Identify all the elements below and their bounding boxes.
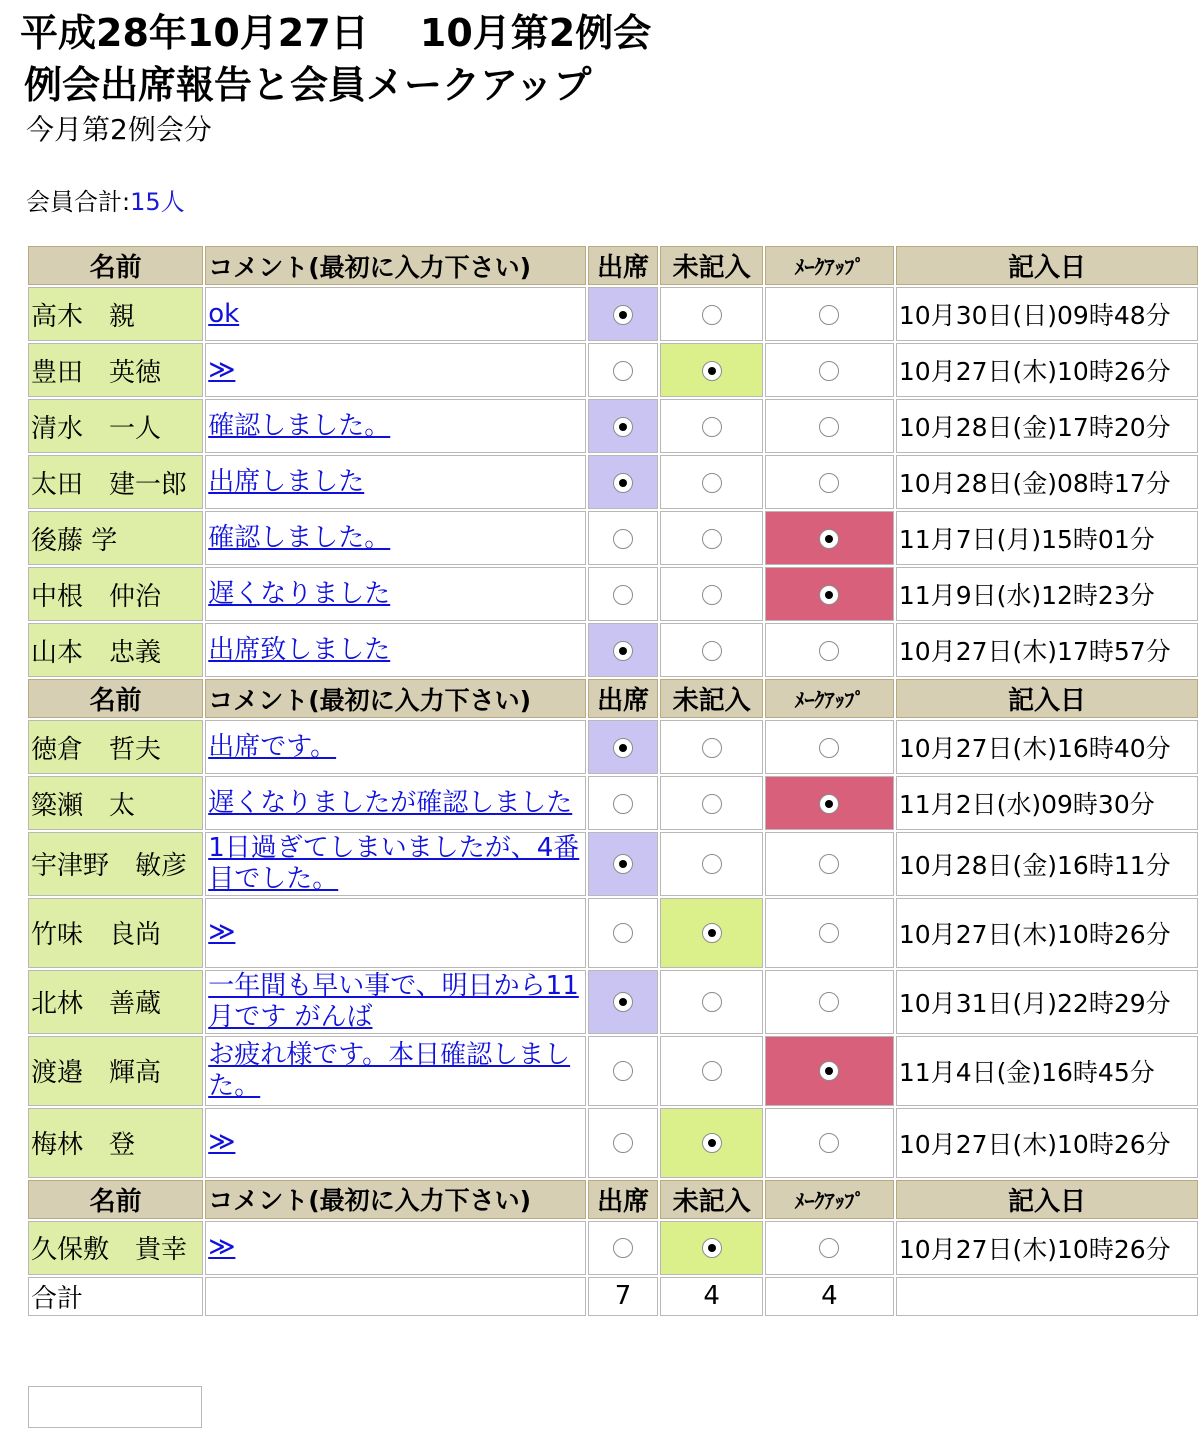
makeup-radio[interactable] xyxy=(819,738,839,758)
member-name: 竹味 良尚 xyxy=(28,898,203,968)
unfilled-radio[interactable] xyxy=(702,992,722,1012)
attend-radio[interactable] xyxy=(613,794,633,814)
table-row xyxy=(28,399,1198,453)
entry-date: 10月28日(金)17時20分 xyxy=(896,399,1198,453)
makeup-radio-cell xyxy=(765,898,894,968)
unfilled-radio[interactable] xyxy=(702,529,722,549)
member-name: 豊田 英徳 xyxy=(28,343,203,397)
table-row xyxy=(28,970,1198,1034)
totals-date-empty xyxy=(896,1277,1198,1316)
comment-cell xyxy=(205,511,586,565)
member-name: 清水 一人 xyxy=(28,399,203,453)
entry-date: 10月28日(金)08時17分 xyxy=(896,455,1198,509)
column-header-name: 名前 xyxy=(28,1180,203,1219)
comment-cell xyxy=(205,898,586,968)
attendance-table-body xyxy=(28,246,1198,1316)
entry-date: 11月9日(水)12時23分 xyxy=(896,567,1198,621)
member-total xyxy=(26,190,185,214)
makeup-radio[interactable] xyxy=(819,992,839,1012)
table-row xyxy=(28,1108,1198,1178)
entry-date: 10月30日(日)09時48分 xyxy=(896,287,1198,341)
column-header-attend: 出席 xyxy=(588,679,658,718)
member-name: 高木 親 xyxy=(28,287,203,341)
comment-cell xyxy=(205,567,586,621)
comment-link[interactable]: 確認しました。 xyxy=(208,410,391,441)
attend-radio-cell xyxy=(588,776,658,830)
header-row xyxy=(28,246,1198,285)
member-name: 北林 善蔵 xyxy=(28,970,203,1034)
comment-link[interactable]: ≫ xyxy=(208,1127,236,1158)
makeup-radio-cell xyxy=(765,1108,894,1178)
member-total-label: 会員合計: xyxy=(26,188,131,216)
table-row xyxy=(28,343,1198,397)
attend-radio[interactable] xyxy=(613,854,633,874)
comment-cell xyxy=(205,1108,586,1178)
comment-cell xyxy=(205,343,586,397)
entry-date: 10月27日(木)17時57分 xyxy=(896,623,1198,677)
makeup-radio-cell xyxy=(765,832,894,896)
column-header-date: 記入日 xyxy=(896,246,1198,285)
column-header-date: 記入日 xyxy=(896,679,1198,718)
unfilled-radio[interactable] xyxy=(702,738,722,758)
entry-date: 10月27日(木)16時40分 xyxy=(896,720,1198,774)
table-row xyxy=(28,623,1198,677)
table-row xyxy=(28,898,1198,968)
makeup-radio[interactable] xyxy=(819,1133,839,1153)
comment-link[interactable]: お疲れ様です。本日確認しました。 xyxy=(208,1039,571,1101)
table-row xyxy=(28,455,1198,509)
attend-radio-cell xyxy=(588,455,658,509)
unfilled-radio-cell xyxy=(660,776,763,830)
total-makeup: 4 xyxy=(765,1277,894,1316)
footer-input-box[interactable] xyxy=(28,1386,202,1428)
comment-cell xyxy=(205,970,586,1034)
makeup-radio-cell xyxy=(765,776,894,830)
totals-comment-empty xyxy=(205,1277,586,1316)
comment-link[interactable]: ok xyxy=(208,298,240,329)
table-row xyxy=(28,1036,1198,1106)
unfilled-radio-cell xyxy=(660,720,763,774)
makeup-radio-cell xyxy=(765,970,894,1034)
column-header-none: 未記入 xyxy=(660,246,763,285)
table-row xyxy=(28,567,1198,621)
attend-radio-cell xyxy=(588,623,658,677)
unfilled-radio[interactable] xyxy=(702,1061,722,1081)
unfilled-radio-cell xyxy=(660,623,763,677)
unfilled-radio[interactable] xyxy=(702,641,722,661)
attend-radio[interactable] xyxy=(613,585,633,605)
makeup-radio[interactable] xyxy=(819,1238,839,1258)
member-name: 太田 建一郎 xyxy=(28,455,203,509)
table-row xyxy=(28,776,1198,830)
comment-link[interactable]: 遅くなりましたが確認しました xyxy=(208,787,573,818)
attend-radio[interactable] xyxy=(613,923,633,943)
member-name: 山本 忠義 xyxy=(28,623,203,677)
unfilled-radio-cell xyxy=(660,1036,763,1106)
attend-radio[interactable] xyxy=(613,1133,633,1153)
makeup-radio[interactable] xyxy=(819,473,839,493)
column-header-name: 名前 xyxy=(28,246,203,285)
makeup-radio[interactable] xyxy=(819,794,839,814)
column-header-comment: コメント(最初に入力下さい) xyxy=(205,679,586,718)
attend-radio[interactable] xyxy=(613,1061,633,1081)
makeup-radio[interactable] xyxy=(819,417,839,437)
unfilled-radio-cell xyxy=(660,1108,763,1178)
table-row xyxy=(28,1221,1198,1275)
attend-radio[interactable] xyxy=(613,992,633,1012)
column-header-comment: コメント(最初に入力下さい) xyxy=(205,1180,586,1219)
table-row xyxy=(28,720,1198,774)
comment-link[interactable]: 確認しました。 xyxy=(208,522,391,553)
comment-link[interactable]: 遅くなりました xyxy=(208,578,391,609)
unfilled-radio[interactable] xyxy=(702,1238,722,1258)
total-attend: 7 xyxy=(588,1277,658,1316)
makeup-radio-cell xyxy=(765,567,894,621)
attend-radio-cell xyxy=(588,898,658,968)
makeup-radio-cell xyxy=(765,623,894,677)
member-name: 渡邉 輝高 xyxy=(28,1036,203,1106)
comment-link[interactable]: 1日過ぎてしまいましたが、4番目でした。 xyxy=(208,833,580,894)
page-subtitle: 今月第2例会分 xyxy=(26,113,212,146)
attend-radio[interactable] xyxy=(613,641,633,661)
unfilled-radio[interactable] xyxy=(702,305,722,325)
column-header-none: 未記入 xyxy=(660,679,763,718)
entry-date: 10月27日(木)10時26分 xyxy=(896,1221,1198,1275)
member-name: 久保敷 貴幸 xyxy=(28,1221,203,1275)
makeup-radio[interactable] xyxy=(819,361,839,381)
comment-cell xyxy=(205,1036,586,1106)
attend-radio-cell xyxy=(588,343,658,397)
unfilled-radio-cell xyxy=(660,898,763,968)
unfilled-radio-cell xyxy=(660,511,763,565)
comment-cell xyxy=(205,776,586,830)
column-header-makeup: ﾒｰｸｱｯﾌﾟ xyxy=(765,679,894,718)
attend-radio-cell xyxy=(588,832,658,896)
unfilled-radio[interactable] xyxy=(702,473,722,493)
attendance-table xyxy=(26,244,1200,1318)
makeup-radio-cell xyxy=(765,1221,894,1275)
member-name: 中根 仲治 xyxy=(28,567,203,621)
attend-radio[interactable] xyxy=(613,361,633,381)
unfilled-radio[interactable] xyxy=(702,361,722,381)
comment-cell xyxy=(205,1221,586,1275)
attend-radio-cell xyxy=(588,287,658,341)
attend-radio[interactable] xyxy=(613,1238,633,1258)
unfilled-radio-cell xyxy=(660,399,763,453)
unfilled-radio-cell xyxy=(660,287,763,341)
table-row xyxy=(28,287,1198,341)
entry-date: 11月2日(水)09時30分 xyxy=(896,776,1198,830)
member-name: 宇津野 敏彦 xyxy=(28,832,203,896)
totals-row xyxy=(28,1277,1198,1316)
attend-radio[interactable] xyxy=(613,417,633,437)
makeup-radio[interactable] xyxy=(819,854,839,874)
member-name: 徳倉 哲夫 xyxy=(28,720,203,774)
header-row xyxy=(28,1180,1198,1219)
totals-label: 合計 xyxy=(28,1277,203,1316)
unfilled-radio[interactable] xyxy=(702,854,722,874)
column-header-attend: 出席 xyxy=(588,1180,658,1219)
page-heading: 例会出席報告と会員メークアップ xyxy=(24,63,592,107)
attend-radio-cell xyxy=(588,1036,658,1106)
comment-link[interactable]: 出席です。 xyxy=(208,731,337,762)
entry-date: 11月7日(月)15時01分 xyxy=(896,511,1198,565)
makeup-radio[interactable] xyxy=(819,641,839,661)
entry-date: 10月27日(木)10時26分 xyxy=(896,898,1198,968)
column-header-makeup: ﾒｰｸｱｯﾌﾟ xyxy=(765,1180,894,1219)
makeup-radio[interactable] xyxy=(819,1061,839,1081)
member-name: 梅林 登 xyxy=(28,1108,203,1178)
unfilled-radio[interactable] xyxy=(702,794,722,814)
attend-radio-cell xyxy=(588,567,658,621)
unfilled-radio[interactable] xyxy=(702,1133,722,1153)
attend-radio[interactable] xyxy=(613,529,633,549)
makeup-radio-cell xyxy=(765,399,894,453)
makeup-radio[interactable] xyxy=(819,923,839,943)
makeup-radio-cell xyxy=(765,1036,894,1106)
unfilled-radio-cell xyxy=(660,567,763,621)
comment-cell xyxy=(205,455,586,509)
attend-radio[interactable] xyxy=(613,738,633,758)
attend-radio[interactable] xyxy=(613,305,633,325)
unfilled-radio[interactable] xyxy=(702,923,722,943)
comment-cell xyxy=(205,399,586,453)
unfilled-radio-cell xyxy=(660,455,763,509)
member-name: 簗瀬 太 xyxy=(28,776,203,830)
makeup-radio-cell xyxy=(765,343,894,397)
entry-date: 10月28日(金)16時11分 xyxy=(896,832,1198,896)
makeup-radio-cell xyxy=(765,287,894,341)
member-name: 後藤 学 xyxy=(28,511,203,565)
column-header-none: 未記入 xyxy=(660,1180,763,1219)
entry-date: 10月27日(木)10時26分 xyxy=(896,343,1198,397)
makeup-radio[interactable] xyxy=(819,529,839,549)
table-row xyxy=(28,832,1198,896)
comment-link[interactable]: ≫ xyxy=(208,1232,236,1263)
attend-radio-cell xyxy=(588,399,658,453)
header-row xyxy=(28,679,1198,718)
column-header-date: 記入日 xyxy=(896,1180,1198,1219)
attend-radio-cell xyxy=(588,1221,658,1275)
unfilled-radio-cell xyxy=(660,832,763,896)
column-header-makeup: ﾒｰｸｱｯﾌﾟ xyxy=(765,246,894,285)
table-row xyxy=(28,511,1198,565)
comment-link[interactable]: 出席しました xyxy=(208,466,365,497)
page-title: 平成28年10月27日 10月第2例会 xyxy=(20,11,652,55)
unfilled-radio-cell xyxy=(660,1221,763,1275)
attend-radio-cell xyxy=(588,1108,658,1178)
makeup-radio[interactable] xyxy=(819,585,839,605)
unfilled-radio-cell xyxy=(660,970,763,1034)
comment-cell xyxy=(205,720,586,774)
makeup-radio[interactable] xyxy=(819,305,839,325)
makeup-radio-cell xyxy=(765,511,894,565)
attend-radio-cell xyxy=(588,511,658,565)
member-total-count: 15人 xyxy=(130,188,185,216)
entry-date: 10月31日(月)22時29分 xyxy=(896,970,1198,1034)
unfilled-radio[interactable] xyxy=(702,585,722,605)
unfilled-radio[interactable] xyxy=(702,417,722,437)
comment-cell xyxy=(205,287,586,341)
column-header-name: 名前 xyxy=(28,679,203,718)
comment-cell xyxy=(205,832,586,896)
comment-link[interactable]: 一年間も早い事で、明日から11月です がんば xyxy=(208,970,579,1032)
unfilled-radio-cell xyxy=(660,343,763,397)
makeup-radio-cell xyxy=(765,455,894,509)
comment-link[interactable]: 出席致しました xyxy=(208,634,391,665)
total-unfilled: 4 xyxy=(660,1277,763,1316)
column-header-comment: コメント(最初に入力下さい) xyxy=(205,246,586,285)
column-header-attend: 出席 xyxy=(588,246,658,285)
entry-date: 10月27日(木)10時26分 xyxy=(896,1108,1198,1178)
attend-radio-cell xyxy=(588,720,658,774)
attend-radio-cell xyxy=(588,970,658,1034)
makeup-radio-cell xyxy=(765,720,894,774)
attend-radio[interactable] xyxy=(613,473,633,493)
entry-date: 11月4日(金)16時45分 xyxy=(896,1036,1198,1106)
comment-link[interactable]: ≫ xyxy=(208,354,236,385)
comment-cell xyxy=(205,623,586,677)
comment-link[interactable]: ≫ xyxy=(208,917,236,948)
